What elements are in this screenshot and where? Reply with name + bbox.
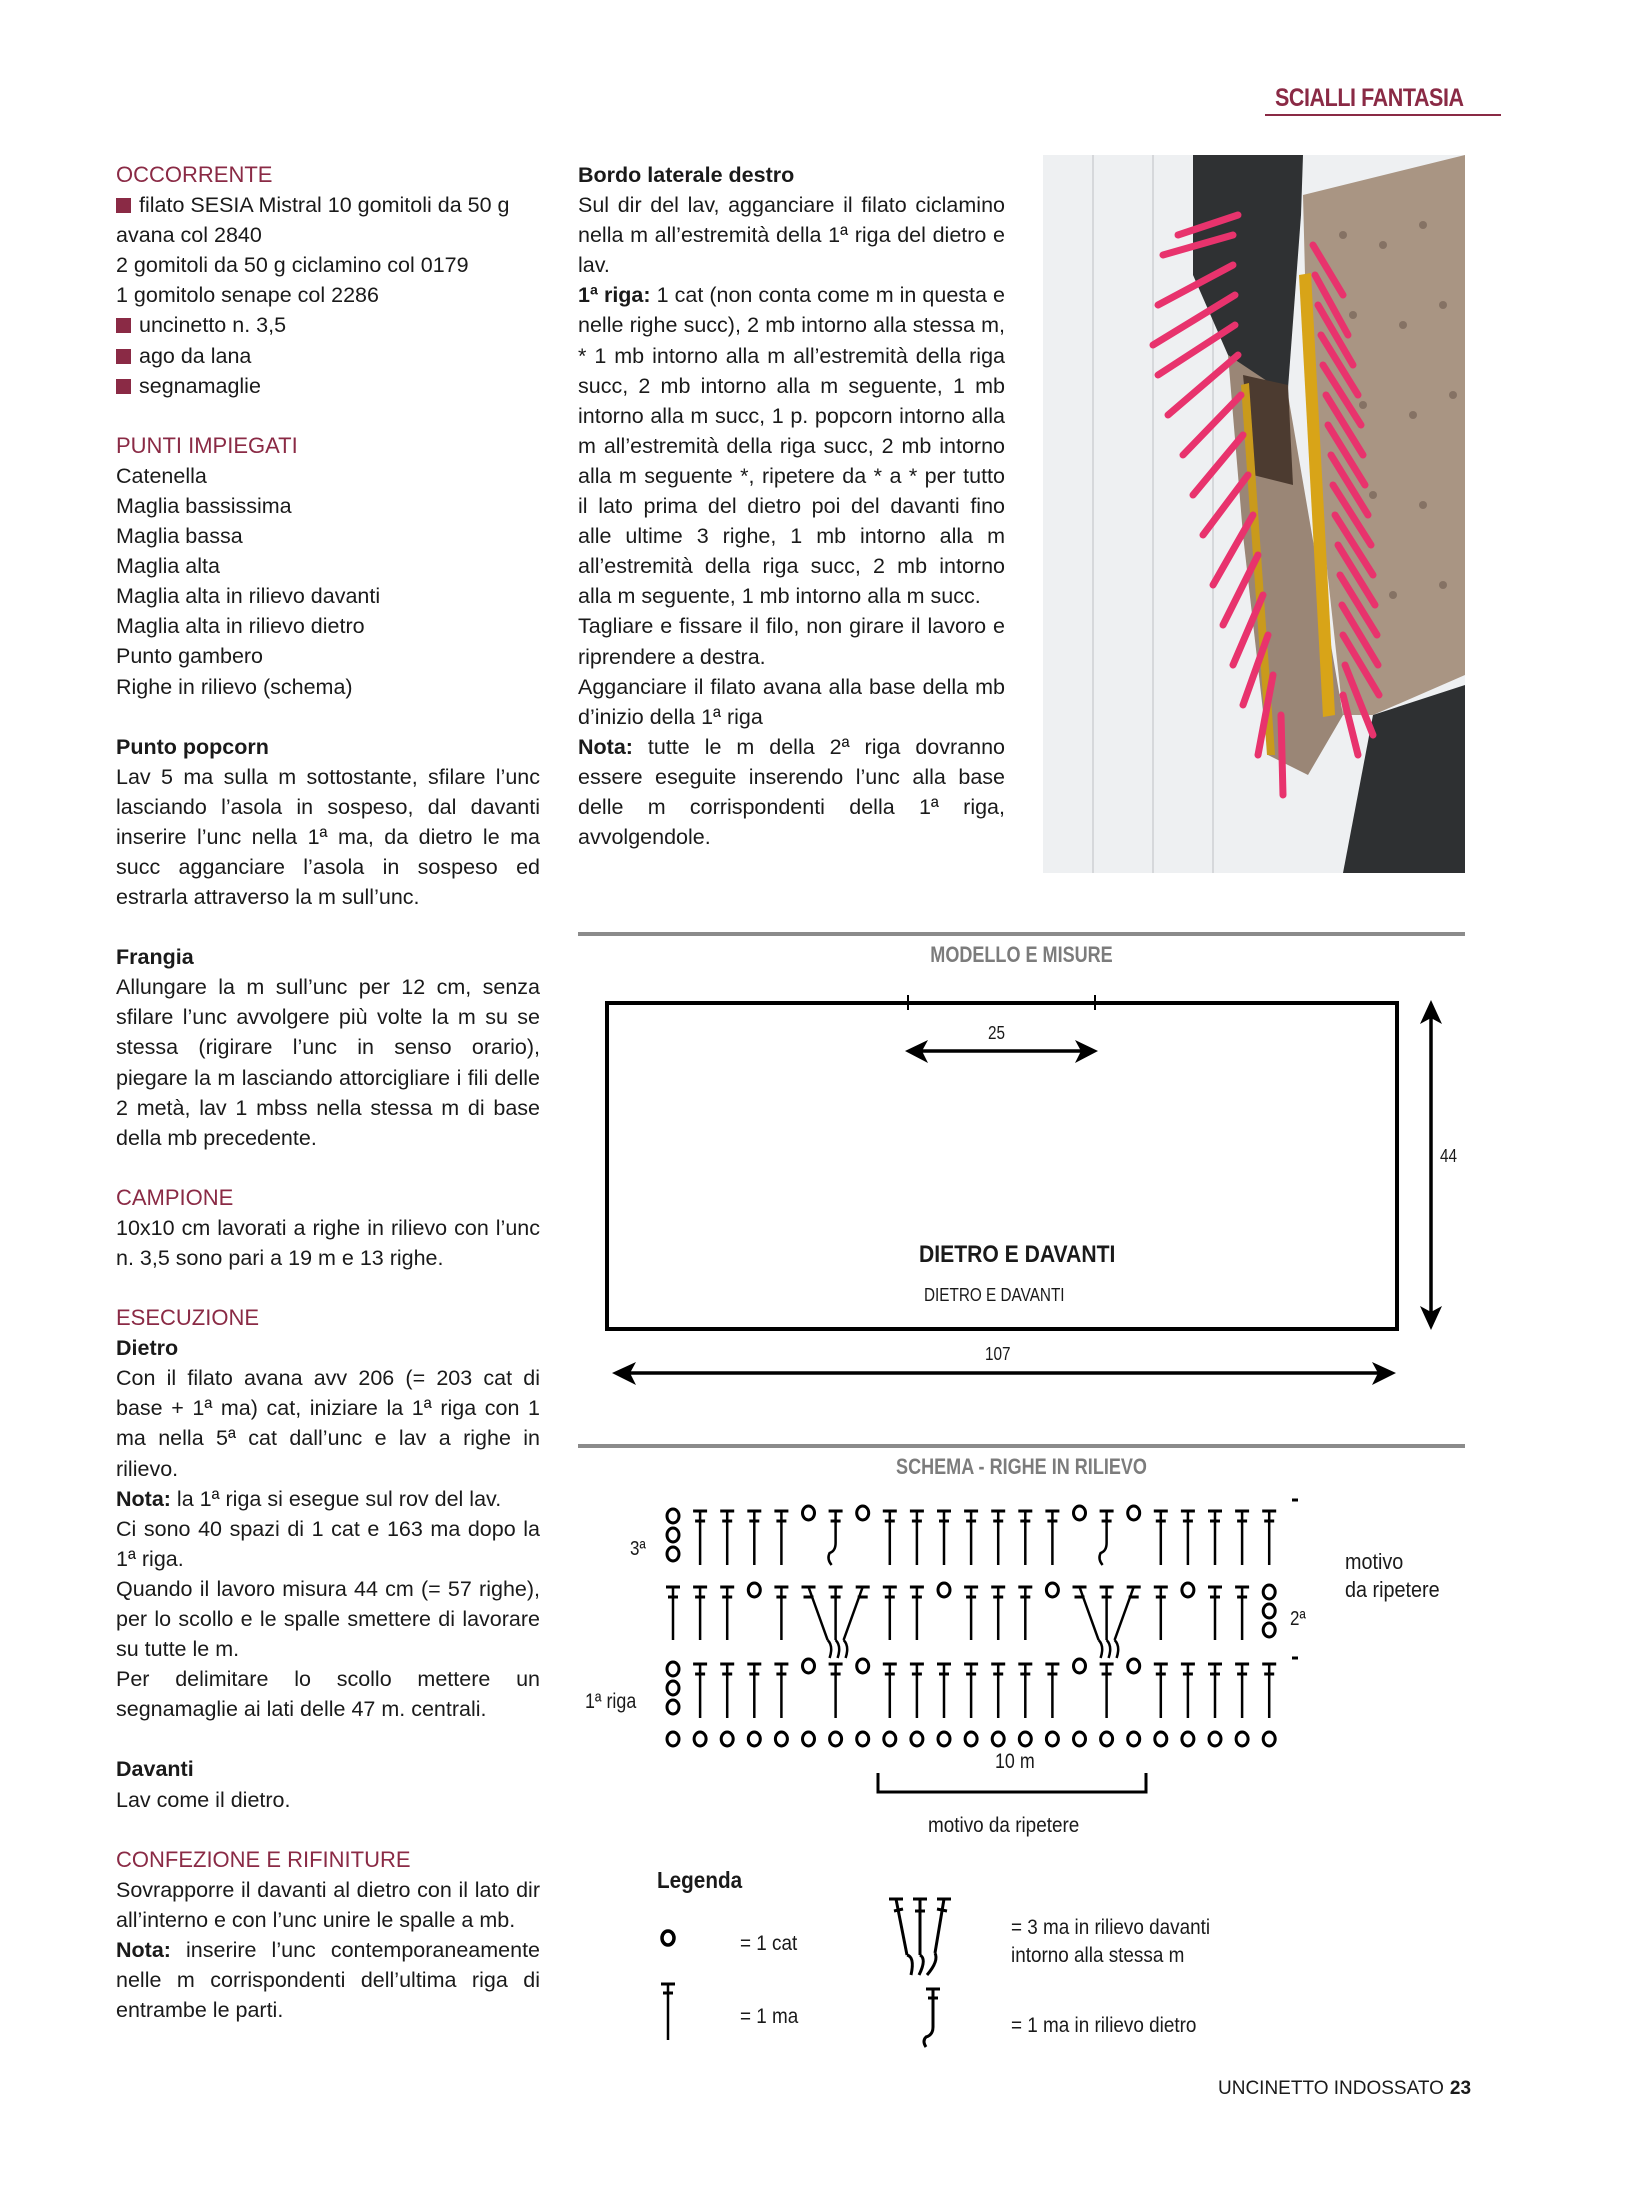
occorrente-item-text: filato SESIA Mistral 10 gomitoli da 50 g — [139, 193, 510, 218]
occorrente-item-text: ago da lana — [139, 343, 252, 368]
section-title: SCIALLI FANTASIA — [1275, 84, 1464, 112]
repeat-label-line-1: motivo — [1345, 1549, 1404, 1574]
magazine-name: UNCINETTO INDOSSATO — [1218, 2078, 1444, 2099]
stitch-count-label: 10 m — [995, 1750, 1035, 1773]
modello-rule — [578, 932, 1465, 936]
punti-heading: PUNTI IMPIEGATI — [116, 432, 298, 458]
piece-label-bold: DIETRO E DAVANTI — [919, 1241, 1116, 1268]
crochet-chart — [578, 1490, 1298, 1750]
occorrente-item-text: avana col 2840 — [116, 223, 262, 248]
repeat-label-right — [1345, 1548, 1440, 1604]
nota-text: la 1ª riga si esegue sul rov del lav. — [170, 1486, 502, 1511]
legend-line-2: intorno alla stessa m — [1011, 1944, 1185, 1967]
bullet-square-icon — [116, 349, 131, 364]
modello-diagram — [578, 985, 1478, 1395]
legend-text-fpdc — [1011, 1914, 1210, 1970]
dietro-heading: Dietro — [116, 1336, 179, 1361]
occorrente-item — [116, 310, 540, 340]
front-post-cluster-symbol-icon — [885, 1895, 965, 1980]
popcorn-heading: Punto popcorn — [116, 734, 269, 759]
davanti-heading: Davanti — [116, 1757, 194, 1782]
left-column — [116, 160, 540, 2025]
esecuzione-heading: ESECUZIONE — [116, 1305, 260, 1331]
row3-label: 3ª — [630, 1538, 646, 1560]
nota-label: Nota: — [578, 734, 633, 759]
double-crochet-symbol-icon — [655, 1980, 685, 2050]
occorrente-item — [116, 220, 540, 250]
occorrente-item-text: uncinetto n. 3,5 — [139, 313, 287, 338]
bordo-riga1 — [578, 280, 1005, 611]
occorrente-item — [116, 190, 540, 220]
occorrente-list — [116, 190, 540, 401]
occorrente-item — [116, 341, 540, 371]
row1-label: 1ª riga — [585, 1690, 637, 1713]
bullet-square-icon — [116, 379, 131, 394]
dietro-text-4: Per delimitare lo scollo mettere un segnamaglie ai lati delle 47 m. centrali. — [116, 1667, 540, 1722]
repeat-bracket-bottom — [875, 1770, 1155, 1800]
punto-item: Maglia bassissima — [116, 493, 292, 518]
confezione-heading: CONFEZIONE E RIFINITURE — [116, 1846, 411, 1872]
legend-line-1: = 3 ma in rilievo davanti — [1011, 1916, 1211, 1939]
riga1-label: 1ª riga: — [578, 283, 651, 308]
height-label: 44 — [1440, 1146, 1458, 1166]
punto-item: Maglia alta — [116, 554, 220, 579]
product-photo — [1043, 155, 1465, 873]
campione-heading: CAMPIONE — [116, 1184, 234, 1210]
repeat-label-line-2: da ripetere — [1345, 1577, 1440, 1602]
bordo-nota — [578, 732, 1005, 852]
piece-label: DIETRO E DAVANTI — [924, 1285, 1065, 1305]
legend-text-ma: = 1 ma — [740, 2005, 799, 2028]
header-rule — [1265, 114, 1501, 116]
occorrente-heading: OCCORRENTE — [116, 162, 273, 187]
confezione-text: Sovrapporre il davanti al dietro con il lato dir all’interno e con l’unc unire le spalle a mb. — [116, 1877, 540, 1932]
dietro-text-3: Quando il lavoro misura 44 cm (= 57 righe), per lo scollo e le spalle smettere di lavorare su tutte le m. — [116, 1576, 540, 1662]
occorrente-item-text: 2 gomitoli da 50 g ciclamino col 0179 — [116, 253, 469, 278]
punto-item: Maglia alta in rilievo dietro — [116, 614, 365, 639]
schema-rule — [578, 1444, 1465, 1448]
nota-text: inserire l’unc contemporaneamente nelle m corrispondenti dell’ultima riga di entrambe le parti. — [116, 1937, 540, 2023]
occorrente-item — [116, 371, 540, 401]
frangia-heading: Frangia — [116, 945, 194, 970]
punto-item: Catenella — [116, 463, 207, 488]
modello-title: MODELLO E MISURE — [930, 942, 1113, 967]
popcorn-text: Lav 5 ma sulla m sottostante, sfilare l’unc lasciando l’asola in sospeso, dal davanti inserire l’unc nella 1ª ma, da dietro le ma succ agganciare l’asola in sospeso ed estrarla attraverso la m sull’unc. — [116, 764, 540, 910]
legend-text-cat: = 1 cat — [740, 1932, 798, 1955]
punti-list — [116, 461, 540, 702]
legend-title: Legenda — [657, 1867, 743, 1893]
bordo-tagliare: Tagliare e fissare il filo, non girare il lavoro e riprendere a destra. — [578, 614, 1005, 669]
repeat-label-bottom: motivo da ripetere — [928, 1814, 1080, 1837]
confezione-nota — [116, 1935, 540, 2025]
middle-column — [578, 160, 1005, 852]
bullet-square-icon — [116, 198, 131, 213]
frangia-text: Allungare la m sull’unc per 12 cm, senza sfilare l’unc avvolgere più volte la m su se stessa (rigirare l’unc in senso orario), piegare la m lasciando attorcigliare i fili delle 2 metà, lav 1 mbss nella stessa m di base della mb precedente. — [116, 975, 540, 1150]
bordo-intro: Sul dir del lav, agganciare il filato ciclamino nella m all’estremità della 1ª riga del dietro e lav. — [578, 193, 1005, 278]
page-footer — [1218, 2078, 1471, 2100]
page-number: 23 — [1449, 2078, 1472, 2099]
punto-item: Punto gambero — [116, 644, 264, 669]
dietro-text: Con il filato avana avv 206 (= 203 cat di base + 1ª ma) cat, iniziare la 1ª riga con 1 ma nella 5ª cat dall’unc e lav a righe in rilievo. — [116, 1366, 540, 1481]
punto-item: Maglia bassa — [116, 524, 243, 549]
chain-symbol-icon — [655, 1925, 685, 1955]
bordo-heading: Bordo laterale destro — [578, 163, 795, 187]
row2-label: 2ª — [1290, 1608, 1306, 1630]
shawl-photo-illustration — [1043, 155, 1465, 873]
neck-width-label: 25 — [988, 1023, 1006, 1043]
dietro-nota — [116, 1484, 540, 1514]
occorrente-item-text: segnamaglie — [139, 373, 261, 398]
occorrente-item-text: 1 gomitolo senape col 2286 — [116, 283, 379, 308]
bordo-agganciare: Agganciare il filato avana alla base della mb d’inizio della 1ª riga — [578, 674, 1005, 729]
occorrente-item — [116, 250, 540, 280]
riga1-text: 1 cat (non conta come m in questa e nelle righe succ), 2 mb intorno alla stessa m, * 1 mb intorno alla m all’estremità della riga succ, 2 mb intorno alla m seguente, 1 mb intorno alla m succ, 1 p. popcorn intorno alla m all’estremità della riga succ, 2 mb intorno alla m seguente *, ripetere da * a * per tutto il lato prima del dietro poi del davanti fino alle ultime 3 righe, 1 mb intorno alla m all’estremità della riga succ, 2 mb intorno alla m seguente, 1 mb intorno alla m succ. — [578, 283, 1005, 609]
campione-text: 10x10 cm lavorati a righe in rilievo con l’unc n. 3,5 sono pari a 19 m e 13 righe. — [116, 1215, 540, 1270]
schema-title: SCHEMA - RIGHE IN RILIEVO — [896, 1454, 1147, 1479]
dietro-text-2: Ci sono 40 spazi di 1 cat e 163 ma dopo la 1ª riga. — [116, 1516, 540, 1571]
legend-text-bpdc: = 1 ma in rilievo dietro — [1011, 2014, 1197, 2037]
nota-label: Nota: — [116, 1937, 171, 1962]
nota-label: Nota: — [116, 1486, 171, 1511]
back-post-symbol-icon — [920, 1985, 950, 2050]
width-label: 107 — [985, 1344, 1011, 1364]
occorrente-item — [116, 280, 540, 310]
punto-item: Righe in rilievo (schema) — [116, 674, 353, 699]
punto-item: Maglia alta in rilievo davanti — [116, 584, 381, 609]
nota-text: tutte le m della 2ª riga dovranno essere eseguite inserendo l’unc alla base delle m corrispondenti della 1ª riga, avvolgendole. — [578, 734, 1005, 850]
bullet-square-icon — [116, 318, 131, 333]
davanti-text: Lav come il dietro. — [116, 1787, 291, 1812]
